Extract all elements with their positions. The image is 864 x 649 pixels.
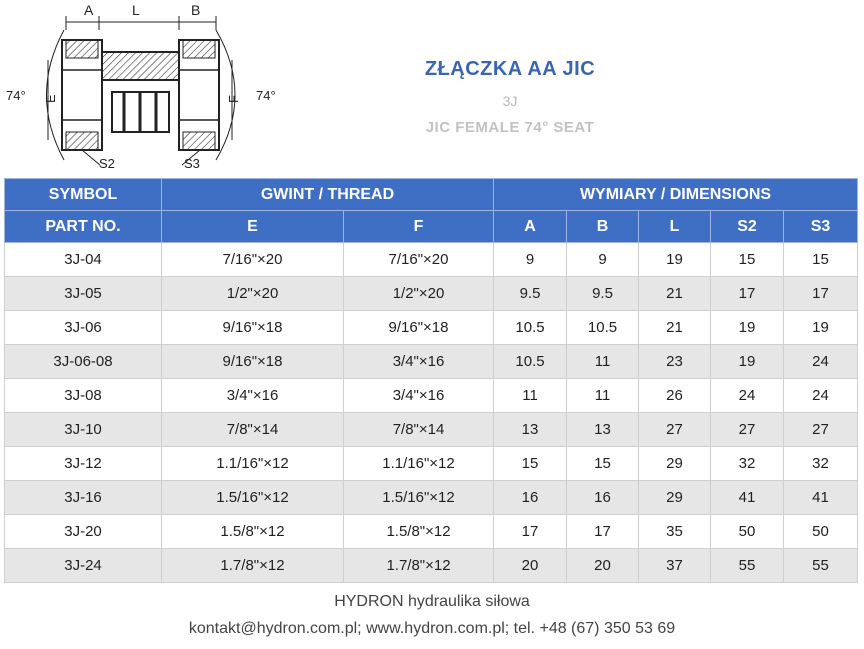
footer-contact: kontakt@hydron.com.pl; www.hydron.com.pl; tel. +48 (67) 350 53 69 (188, 620, 676, 637)
s2-label: S2 (99, 156, 115, 171)
symbol-header: SYMBOL (5, 179, 162, 211)
cell-thread-f: 1.5/16"×12 (344, 481, 494, 515)
cell-dim-a: 10.5 (494, 311, 567, 345)
cell-dim-s3: 50 (784, 515, 858, 549)
dimensions-table (4, 178, 858, 583)
cell-dim-b: 16 (567, 481, 639, 515)
cell-dim-s2: 24 (711, 379, 784, 413)
cell-dim-s3: 27 (784, 413, 858, 447)
angle-left-label: 74° (6, 88, 26, 103)
col-header-s3: S3 (784, 211, 858, 243)
dim-a-label: A (84, 2, 94, 18)
cell-thread-f: 1.7/8"×12 (344, 549, 494, 583)
footer-company: HYDRON hydraulika siłowa (334, 593, 530, 610)
cell-thread-f: 7/16"×20 (344, 243, 494, 277)
dim-b-label: B (191, 2, 201, 18)
cell-dim-b: 13 (567, 413, 639, 447)
cell-thread-e: 7/16"×20 (162, 243, 344, 277)
col-header-e: E (162, 211, 344, 243)
cell-dim-l: 23 (639, 345, 711, 379)
dim-l-label: L (132, 2, 140, 18)
cell-thread-f: 7/8"×14 (344, 413, 494, 447)
cell-dim-s2: 17 (711, 277, 784, 311)
cell-dim-b: 9 (567, 243, 639, 277)
cell-part-no: 3J-20 (5, 515, 162, 549)
cell-thread-e: 1.5/8"×12 (162, 515, 344, 549)
cell-dim-l: 27 (639, 413, 711, 447)
cell-dim-b: 20 (567, 549, 639, 583)
cell-part-no: 3J-06 (5, 311, 162, 345)
cell-dim-l: 26 (639, 379, 711, 413)
cell-thread-f: 3/4"×16 (344, 345, 494, 379)
cell-dim-b: 11 (567, 379, 639, 413)
dim-e-label: E (43, 94, 58, 103)
cell-part-no: 3J-04 (5, 243, 162, 277)
cell-dim-l: 29 (639, 481, 711, 515)
table-row (5, 549, 858, 583)
cell-dim-s3: 32 (784, 447, 858, 481)
table-row (5, 481, 858, 515)
cell-thread-e: 1.7/8"×12 (162, 549, 344, 583)
table-row (5, 447, 858, 481)
cell-thread-f: 1.5/8"×12 (344, 515, 494, 549)
page-subtitle: JIC FEMALE 74° SEAT (425, 119, 595, 136)
cell-dim-l: 21 (639, 311, 711, 345)
table-row (5, 345, 858, 379)
cell-dim-a: 9 (494, 243, 567, 277)
cell-part-no: 3J-05 (5, 277, 162, 311)
cell-dim-b: 10.5 (567, 311, 639, 345)
cell-dim-b: 9.5 (567, 277, 639, 311)
cell-thread-f: 1/2"×20 (344, 277, 494, 311)
cell-dim-s3: 55 (784, 549, 858, 583)
cell-thread-e: 1.5/16"×12 (162, 481, 344, 515)
table-row (5, 277, 858, 311)
cell-thread-f: 1.1/16"×12 (344, 447, 494, 481)
cell-dim-s3: 24 (784, 345, 858, 379)
cell-dim-s3: 24 (784, 379, 858, 413)
fitting-drawing (4, 0, 304, 172)
cell-dim-s2: 27 (711, 413, 784, 447)
col-header-a: A (494, 211, 567, 243)
page-title: ZŁĄCZKA AA JIC (424, 58, 596, 80)
cell-dim-s3: 15 (784, 243, 858, 277)
table-row (5, 379, 858, 413)
cell-dim-l: 19 (639, 243, 711, 277)
thread-header: GWINT / THREAD (162, 179, 494, 211)
cell-dim-s2: 55 (711, 549, 784, 583)
partno-header: PART NO. (5, 211, 162, 243)
cell-dim-a: 17 (494, 515, 567, 549)
cell-dim-a: 20 (494, 549, 567, 583)
cell-dim-a: 10.5 (494, 345, 567, 379)
cell-thread-e: 3/4"×16 (162, 379, 344, 413)
cell-dim-s2: 15 (711, 243, 784, 277)
cell-thread-e: 7/8"×14 (162, 413, 344, 447)
cell-dim-l: 21 (639, 277, 711, 311)
table-row (5, 515, 858, 549)
cell-part-no: 3J-10 (5, 413, 162, 447)
cell-dim-s2: 19 (711, 311, 784, 345)
s3-label: S3 (184, 156, 200, 171)
dimensions-header: WYMIARY / DIMENSIONS (494, 179, 858, 211)
cell-dim-b: 11 (567, 345, 639, 379)
cell-thread-e: 1/2"×20 (162, 277, 344, 311)
cell-dim-a: 13 (494, 413, 567, 447)
cell-thread-e: 9/16"×18 (162, 345, 344, 379)
cell-thread-f: 9/16"×18 (344, 311, 494, 345)
cell-dim-s2: 50 (711, 515, 784, 549)
cell-dim-b: 17 (567, 515, 639, 549)
col-header-s2: S2 (711, 211, 784, 243)
cell-dim-s2: 32 (711, 447, 784, 481)
cell-part-no: 3J-16 (5, 481, 162, 515)
cell-dim-l: 29 (639, 447, 711, 481)
cell-thread-e: 1.1/16"×12 (162, 447, 344, 481)
dim-f-label: F (226, 95, 241, 103)
col-header-f: F (344, 211, 494, 243)
table-row (5, 413, 858, 447)
cell-dim-s2: 41 (711, 481, 784, 515)
cell-dim-a: 11 (494, 379, 567, 413)
cell-dim-s2: 19 (711, 345, 784, 379)
header-row-1 (5, 179, 858, 211)
cell-dim-a: 16 (494, 481, 567, 515)
angle-right-label: 74° (256, 88, 276, 103)
cell-dim-a: 9.5 (494, 277, 567, 311)
cell-dim-s3: 17 (784, 277, 858, 311)
cell-dim-s3: 41 (784, 481, 858, 515)
cell-thread-e: 9/16"×18 (162, 311, 344, 345)
cell-dim-a: 15 (494, 447, 567, 481)
header-row-2 (5, 211, 858, 243)
cell-part-no: 3J-24 (5, 549, 162, 583)
cell-dim-l: 35 (639, 515, 711, 549)
col-header-l: L (639, 211, 711, 243)
cell-dim-s3: 19 (784, 311, 858, 345)
cell-part-no: 3J-06-08 (5, 345, 162, 379)
cell-part-no: 3J-12 (5, 447, 162, 481)
cell-thread-f: 3/4"×16 (344, 379, 494, 413)
table-row (5, 311, 858, 345)
col-header-b: B (567, 211, 639, 243)
cell-dim-b: 15 (567, 447, 639, 481)
cell-part-no: 3J-08 (5, 379, 162, 413)
cell-dim-l: 37 (639, 549, 711, 583)
table-row (5, 243, 858, 277)
product-code: 3J (502, 93, 518, 109)
